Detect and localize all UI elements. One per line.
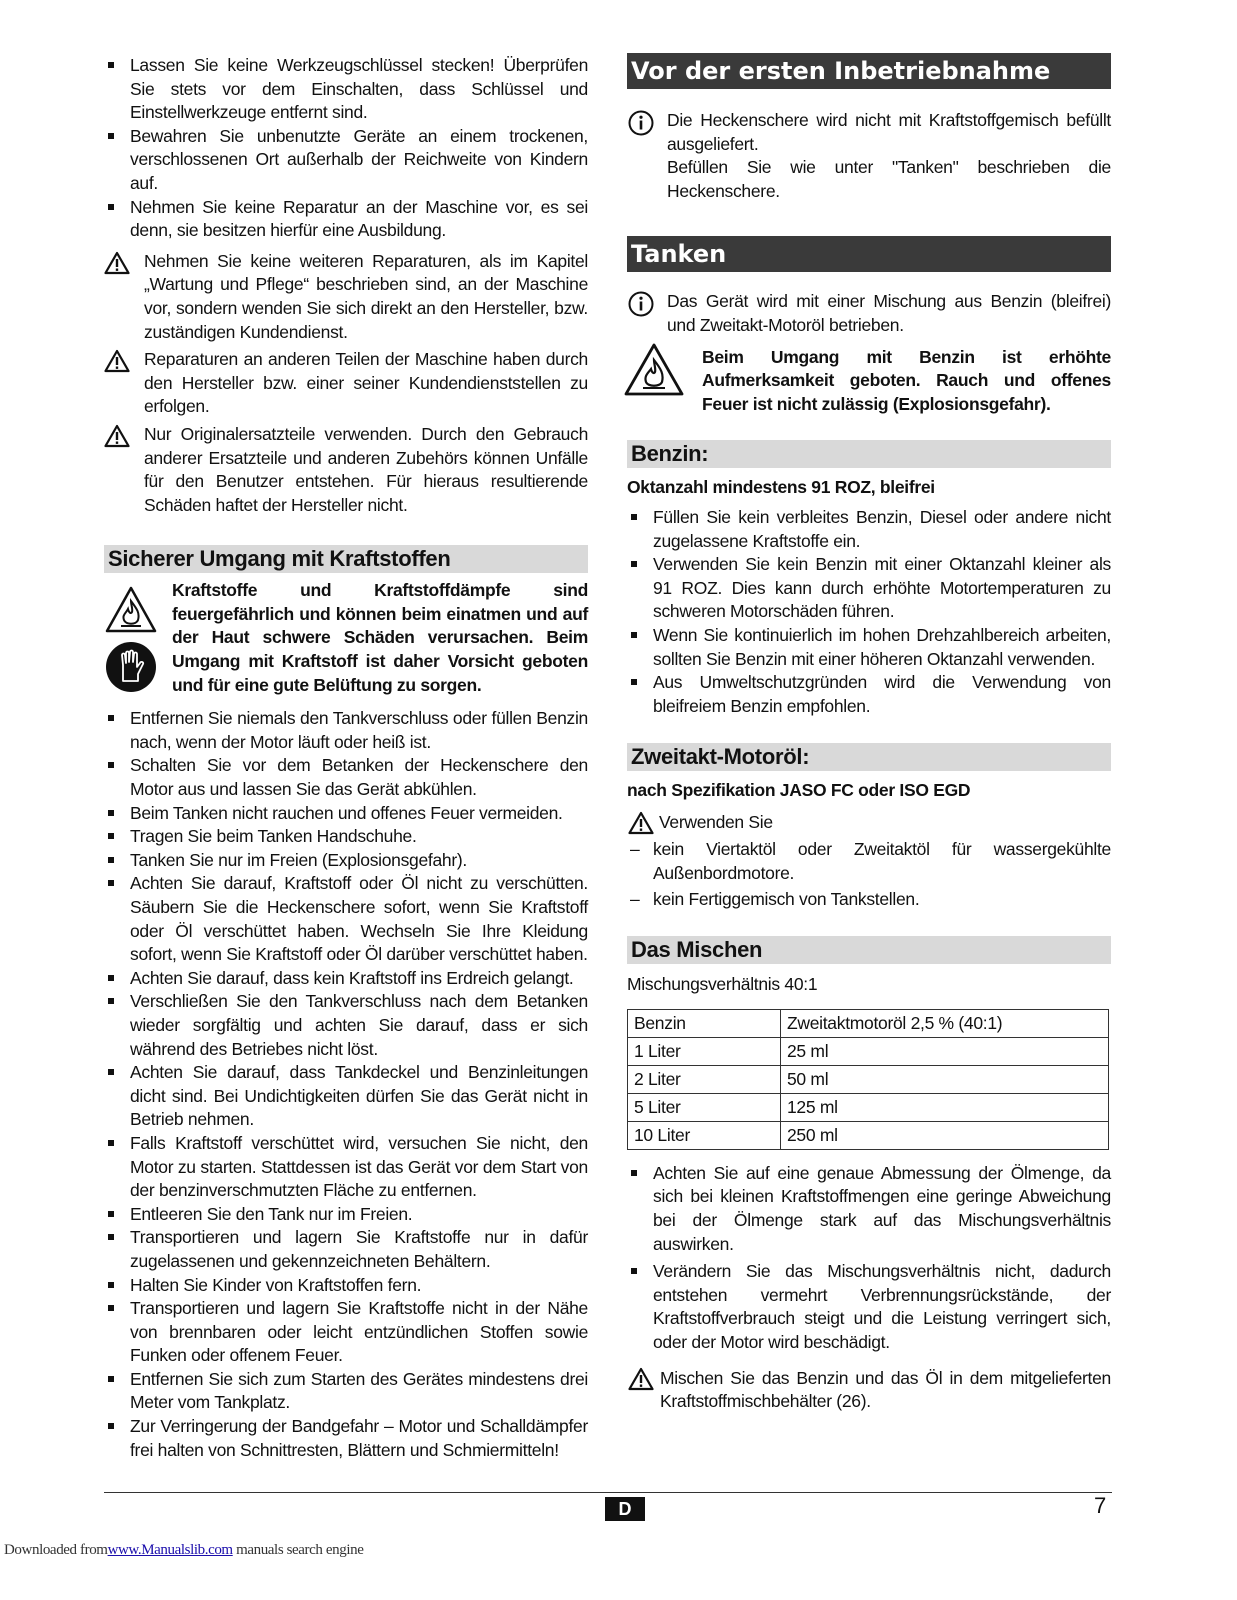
- section-heading: Sicherer Umgang mit Kraftstoffen: [104, 545, 588, 573]
- top-bullet-list: [104, 54, 588, 243]
- oil-warning: Verwenden Sie: [627, 811, 1111, 835]
- fuel-bullet-list: [104, 707, 588, 1462]
- oil-specification: nach Spezifikation JASO FC oder ISO EGD: [627, 780, 971, 801]
- list-item: Tanken Sie nur im Freien (Explosionsgefahr).: [104, 849, 588, 873]
- list-item: Transportieren und lagern Sie Kraftstoffe nur in dafür zugelassenen und gekennzeichneten Behältern.: [104, 1226, 588, 1273]
- list-item: Zur Verringerung der Bandgefahr – Motor und Schalldämpfer frei halten von Schnittresten, Blättern und Schmiermitteln!: [104, 1415, 588, 1462]
- table-row: 2 Liter 50 ml: [628, 1065, 1109, 1093]
- benzin-bullet-list: [627, 506, 1111, 718]
- warning-triangle-icon: [104, 424, 130, 455]
- list-item: Achten Sie darauf, Kraftstoff oder Öl nicht zu verschütten. Säubern Sie die Heckenschere sofort, wenn Sie Kraftstoff oder Öl verschüttet haben. Wechseln Sie Ihre Kleidung sofort, wenn Sie Kraftstoff oder Öl darüber verschüttet haben.: [104, 872, 588, 966]
- list-item: Füllen Sie kein verbleites Benzin, Diesel oder andere nicht zugelassene Kraftstoffe ein.: [627, 506, 1111, 553]
- info-icon: [628, 291, 654, 324]
- right-column: [627, 0, 1111, 1414]
- table-row: 10 Liter 250 ml: [628, 1121, 1109, 1149]
- list-item: Achten Sie darauf, dass kein Kraftstoff ins Erdreich gelangt.: [104, 967, 588, 991]
- list-item: Achten Sie auf eine genaue Abmessung der Ölmenge, da sich bei kleinen Kraftstoffmengen eine geringe Abweichung bei der Ölmenge stark auf das Mischungsverhältnis auswirken.: [627, 1162, 1111, 1256]
- oil-dash-list: [627, 838, 1111, 911]
- info-icon: [628, 110, 654, 143]
- section-heading: Das Mischen: [627, 936, 1111, 964]
- fuel-warning-block: Kraftstoffe und Kraftstoffdämpfe sind feuergefährlich und können beim einatmen und auf der Haut schwere Schäden verursachen. Beim Umgang mit Kraftstoff ist daher Vorsicht geboten und für eine gute Belüftung zu sorgen.: [104, 579, 588, 697]
- list-item: Schalten Sie vor dem Betanken der Heckenschere den Motor aus und lassen Sie das Gerät abkühlen.: [104, 754, 588, 801]
- list-item: Verändern Sie das Mischungsverhältnis nicht, dadurch entstehen vermehrt Verbrennungsrückstände, der Kraftstoffverbrauch steigt und die Leistung verringert sich, oder der Motor wird beschädigt.: [627, 1260, 1111, 1354]
- protective-gloves-icon: [105, 641, 157, 700]
- list-item: Falls Kraftstoff verschüttet wird, versuchen Sie nicht, den Motor zu starten. Stattdessen ist das Gerät vor dem Start von der benzinverschmutzten Fläche zu entfernen.: [104, 1132, 588, 1203]
- list-item: Entfernen Sie sich zum Starten des Gerätes mindestens drei Meter vom Tankplatz.: [104, 1368, 588, 1415]
- list-item: Bewahren Sie unbenutzte Geräte an einem trockenen, verschlossenen Ort außerhalb der Reichweite von Kindern auf.: [104, 125, 588, 196]
- flammable-warning-icon: [104, 585, 158, 642]
- language-badge: D: [605, 1497, 645, 1521]
- list-item: Nehmen Sie keine Reparatur an der Maschine vor, es sei denn, sie besitzen hierfür eine Ausbildung.: [104, 196, 588, 243]
- warning-note: Reparaturen an anderen Teilen der Maschine haben durch den Hersteller bzw. einer seiner Kundendienststellen zu erfolgen.: [104, 348, 588, 419]
- list-item: Achten Sie darauf, dass Tankdeckel und Benzinleitungen dicht sind. Bei Undichtigkeiten dürfen Sie das Gerät nicht in Betrieb nehmen.: [104, 1061, 588, 1132]
- mixing-bullet-list: [627, 1162, 1111, 1355]
- list-item: Entleeren Sie den Tank nur im Freien.: [104, 1203, 588, 1227]
- info-note: Die Heckenschere wird nicht mit Kraftstoffgemisch befüllt ausgeliefert. Befüllen Sie wie unter "Tanken" beschrieben die Heckenschere.: [627, 109, 1111, 203]
- table-row: 5 Liter 125 ml: [628, 1093, 1109, 1121]
- list-item: Verschließen Sie den Tankverschluss nach dem Betanken wieder sorgfältig und achten Sie darauf, dass er sich während des Betriebes nicht löst.: [104, 990, 588, 1061]
- warning-note: Nehmen Sie keine weiteren Reparaturen, als im Kapitel „Wartung und Pflege“ beschrieben sind, an der Maschine vor, sondern wenden Sie sich direkt an den Hersteller, bzw. zuständigen Kundendienst.: [104, 250, 588, 344]
- octane-requirement: Oktanzahl mindestens 91 ROZ, bleifrei: [627, 477, 935, 498]
- section-heading: Zweitakt-Motoröl:: [627, 743, 1111, 771]
- flammable-warning-icon: [623, 342, 685, 405]
- footer-divider: [104, 1492, 1112, 1493]
- list-item: Entfernen Sie niemals den Tankverschluss oder füllen Benzin nach, wenn der Motor läuft oder heiß ist.: [104, 707, 588, 754]
- manualslib-link[interactable]: www.Manualslib.com: [107, 1542, 233, 1558]
- list-item: – kein Viertaktöl oder Zweitaktöl für wassergekühlte Außenbordmotore.: [627, 838, 1111, 885]
- list-item: Wenn Sie kontinuierlich im hohen Drehzahlbereich arbeiten, sollten Sie Benzin mit einer höheren Oktanzahl verwenden.: [627, 624, 1111, 671]
- page-number: 7: [1094, 1493, 1107, 1518]
- list-item: Aus Umweltschutzgründen wird die Verwendung von bleifreiem Benzin empfohlen.: [627, 671, 1111, 718]
- warning-note: Nur Originalersatzteile verwenden. Durch den Gebrauch anderer Ersatzteile und anderen Zubehörs können Unfälle für den Benutzer entstehen. Für hieraus resultierende Schäden haftet der Hersteller nicht.: [104, 423, 588, 517]
- list-item: – kein Fertiggemisch von Tankstellen.: [627, 888, 1111, 912]
- list-item: Tragen Sie beim Tanken Handschuhe.: [104, 825, 588, 849]
- warning-triangle-icon: [104, 251, 130, 282]
- mixing-table: [627, 1009, 1109, 1150]
- section-heading: Tanken: [627, 236, 1111, 272]
- list-item: Verwenden Sie kein Benzin mit einer Oktanzahl kleiner als 91 ROZ. Dies kann durch erhöhte Motortemperaturen zu schweren Motorschäden führen.: [627, 553, 1111, 624]
- mixing-ratio: Mischungsverhältnis 40:1: [627, 974, 818, 995]
- section-heading: Vor der ersten Inbetriebnahme: [627, 53, 1111, 89]
- info-note: Das Gerät wird mit einer Mischung aus Benzin (bleifrei) und Zweitakt-Motoröl betrieben.: [627, 290, 1111, 337]
- warning-triangle-icon: [627, 1367, 655, 1398]
- download-notice: Downloaded fromwww.Manualslib.com manuals search engine: [4, 1542, 364, 1558]
- left-column: [104, 0, 588, 1462]
- list-item: Transportieren und lagern Sie Kraftstoffe nicht in der Nähe von brennbaren oder leicht entzündlichen Stoffen sowie Funken oder offenem Feuer.: [104, 1297, 588, 1368]
- list-item: Lassen Sie keine Werkzeugschlüssel stecken! Überprüfen Sie stets vor dem Einschalten, dass Schlüssel und Einstellwerkzeuge entfernt sind.: [104, 54, 588, 125]
- list-item: Beim Tanken nicht rauchen und offenes Feuer vermeiden.: [104, 802, 588, 826]
- warning-triangle-icon: [104, 349, 130, 380]
- table-row: Benzin Zweitaktmotoröl 2,5 % (40:1): [628, 1009, 1109, 1037]
- fire-warning-block: Beim Umgang mit Benzin ist erhöhte Aufmerksamkeit geboten. Rauch und offenes Feuer ist nicht zulässig (Explosionsgefahr).: [627, 346, 1111, 417]
- section-heading: Benzin:: [627, 440, 1111, 468]
- table-row: 1 Liter 25 ml: [628, 1037, 1109, 1065]
- mixing-warning: Mischen Sie das Benzin und das Öl in dem mitgelieferten Kraftstoffmischbehälter (26).: [627, 1367, 1111, 1414]
- list-item: Halten Sie Kinder von Kraftstoffen fern.: [104, 1274, 588, 1298]
- warning-triangle-icon: [627, 811, 655, 842]
